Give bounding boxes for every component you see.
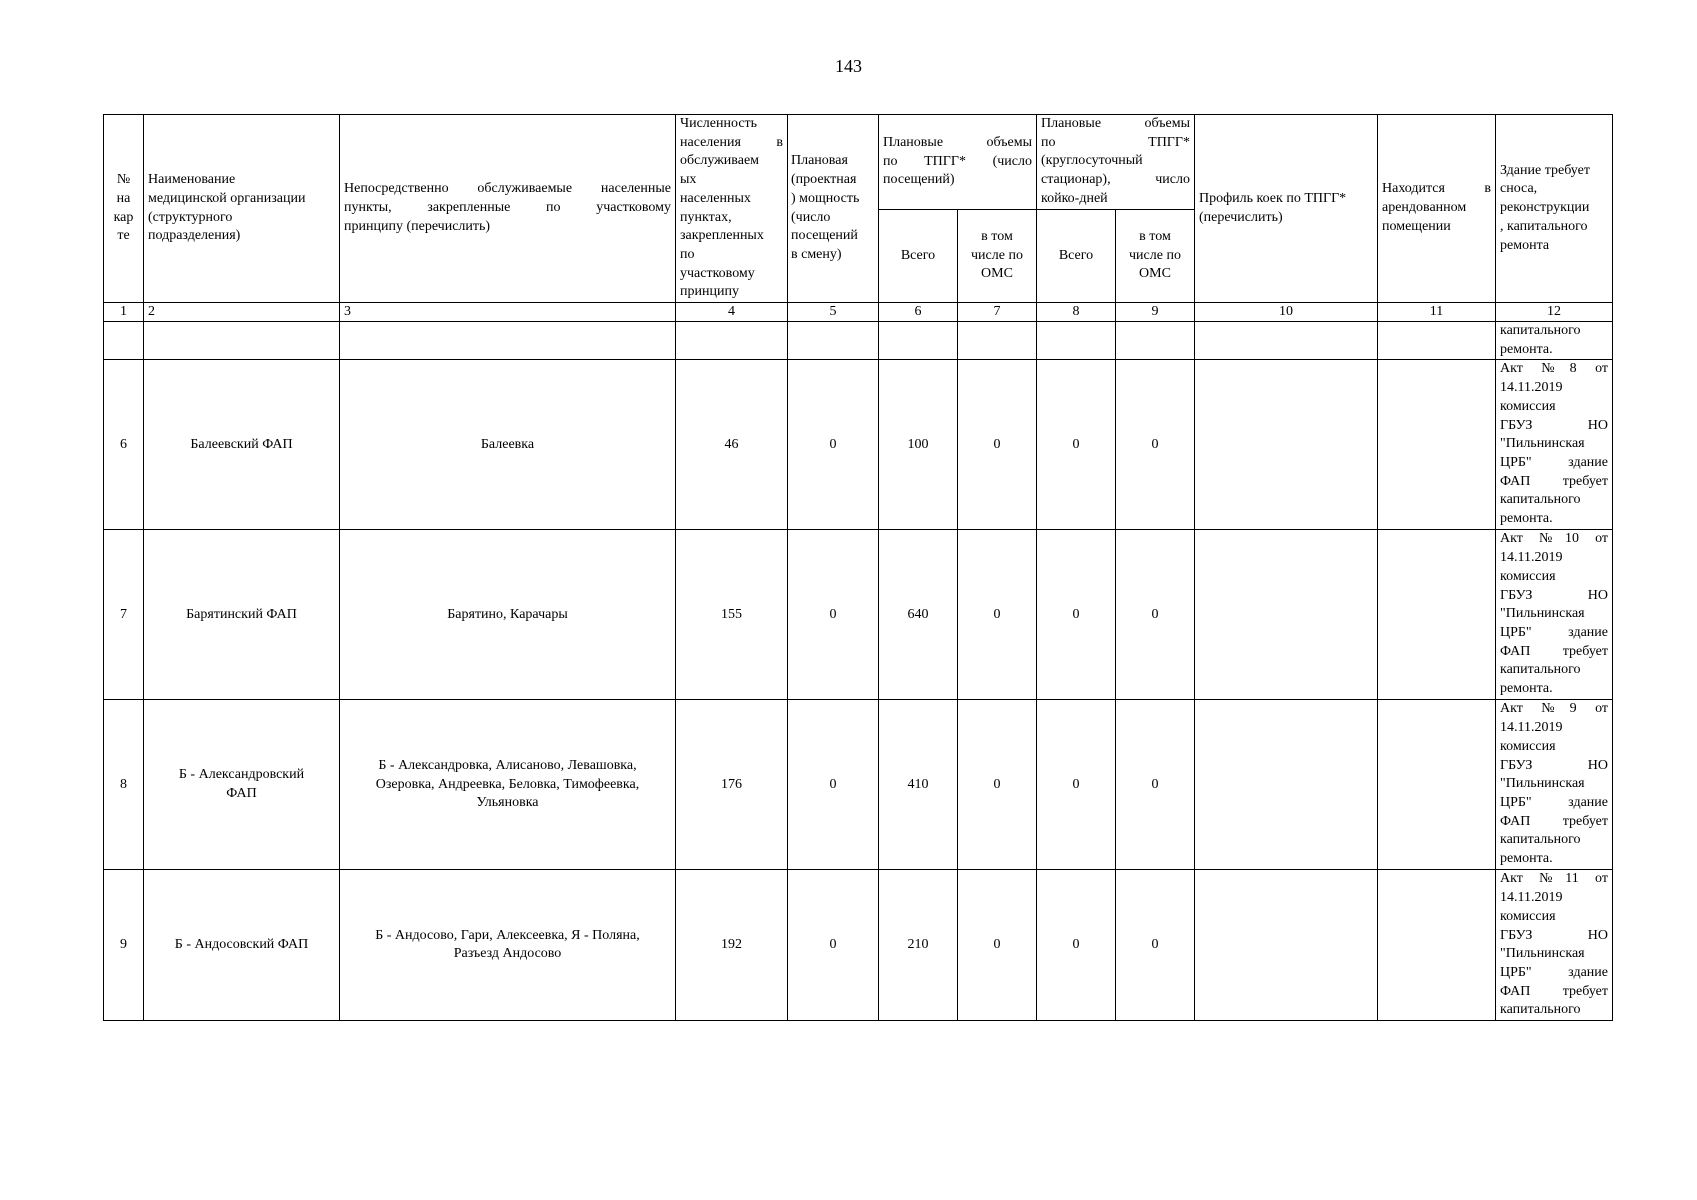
row-number: 7: [104, 530, 144, 700]
text-line: ФАП требует: [1500, 643, 1608, 659]
text-line: по ТПГГ*: [1041, 134, 1190, 150]
bed-profile: [1195, 360, 1378, 530]
header-visits-total: Всего: [879, 210, 958, 303]
act-note: [1496, 530, 1613, 700]
text-line: (число: [791, 209, 831, 225]
visits-oms: 0: [958, 530, 1037, 700]
column-number: 10: [1195, 303, 1378, 322]
text-line: комиссия: [1500, 398, 1556, 414]
rented: [1378, 530, 1496, 700]
beds-total: 0: [1037, 360, 1116, 530]
text-line: Озеровка, Андреевка, Беловка, Тимофеевка,: [375, 776, 640, 792]
text-line: Ульяновка: [476, 795, 539, 811]
act-note: [1496, 700, 1613, 870]
column-number: 11: [1378, 303, 1496, 322]
column-number-row: [104, 303, 1613, 322]
text-line: Б - Андосово, Гари, Алексеевка, Я - Поляна,: [375, 927, 640, 943]
text-line: по ТПГГ* (число: [883, 153, 1032, 169]
table-row: [104, 530, 1613, 700]
row-number: 6: [104, 360, 144, 530]
visits-oms: 0: [958, 360, 1037, 530]
column-number: 9: [1116, 303, 1195, 322]
text-line: , капитального: [1500, 218, 1588, 234]
text-line: Акт №10 от: [1500, 531, 1608, 547]
text-line: Плановые объемы: [883, 134, 1032, 150]
text-line: №: [116, 172, 131, 188]
text-line: в смену): [791, 246, 842, 262]
column-number: 3: [340, 303, 676, 322]
text-line: ГБУЗ НО: [1500, 927, 1608, 943]
beds-oms: 0: [1116, 530, 1195, 700]
text-line: по: [680, 246, 695, 262]
header-visits: [879, 115, 1037, 210]
text-line: ГБУЗ НО: [1500, 587, 1608, 603]
capacity: 0: [788, 700, 879, 870]
population: 155: [676, 530, 788, 700]
header-rented: [1378, 115, 1496, 303]
text-line: пункты, закрепленные по участковому: [344, 200, 671, 216]
continuation-note: [1496, 322, 1613, 360]
table-row: [104, 700, 1613, 870]
settlements: [340, 700, 676, 870]
text-line: (круглосуточный: [1041, 153, 1143, 169]
text-line: Профиль коек по ТПГГ*: [1199, 190, 1347, 206]
text-line: ОМС: [981, 266, 1013, 282]
bed-profile: [1195, 700, 1378, 870]
act-note: [1496, 870, 1613, 1021]
visits-total: 210: [879, 870, 958, 1021]
text-line: на: [116, 190, 131, 206]
text-line: стационар), число: [1041, 172, 1190, 188]
facility-name: [144, 530, 340, 700]
text-line: ЦРБ" здание: [1500, 624, 1608, 640]
text-line: медицинской организации: [148, 190, 306, 206]
text-line: ремонта.: [1500, 681, 1553, 697]
text-line: Разъезд Андосово: [453, 946, 562, 962]
visits-oms: 0: [958, 870, 1037, 1021]
header-beds-total: Всего: [1037, 210, 1116, 303]
text-line: Акт №8 от: [1500, 361, 1608, 377]
header-beds: [1037, 115, 1195, 210]
text-line: 14.11.2019: [1500, 380, 1563, 396]
rented: [1378, 870, 1496, 1021]
text-line: подразделения): [148, 228, 241, 244]
text-line: кар: [113, 209, 134, 225]
text-line: комиссия: [1500, 568, 1556, 584]
visits-total: 640: [879, 530, 958, 700]
text-line: ОМС: [1139, 266, 1171, 282]
bed-profile: [1195, 530, 1378, 700]
text-line: арендованном: [1382, 200, 1467, 216]
facilities-table: [103, 114, 1613, 1021]
text-line: участковому: [680, 265, 755, 281]
column-number: 2: [144, 303, 340, 322]
capacity: 0: [788, 360, 879, 530]
text-line: Барятино, Карачары: [447, 606, 568, 622]
header-demolition: [1496, 115, 1613, 303]
capacity: 0: [788, 870, 879, 1021]
text-line: помещении: [1382, 218, 1451, 234]
act-note: [1496, 360, 1613, 530]
visits-total: 410: [879, 700, 958, 870]
beds-oms: 0: [1116, 870, 1195, 1021]
column-number: 1: [104, 303, 144, 322]
settlements: [340, 530, 676, 700]
text-line: населения в: [680, 134, 783, 150]
text-line: койко-дней: [1041, 190, 1108, 206]
text-line: пунктах,: [680, 209, 732, 225]
text-line: 14.11.2019: [1500, 550, 1563, 566]
text-line: ремонта.: [1500, 341, 1553, 357]
text-line: (перечислить): [1199, 209, 1283, 225]
text-line: ЦРБ" здание: [1500, 964, 1608, 980]
text-line: ых: [680, 172, 697, 188]
header-bed-profile: [1195, 115, 1378, 303]
text-line: Балеевка: [480, 436, 535, 452]
text-line: принципу: [680, 284, 739, 300]
text-line: 14.11.2019: [1500, 720, 1563, 736]
rented: [1378, 360, 1496, 530]
text-line: Б - Александровский: [178, 767, 305, 783]
text-line: Непосредственно обслуживаемые населенные: [344, 181, 671, 197]
rented: [1378, 700, 1496, 870]
text-line: капитального: [1500, 832, 1581, 848]
text-line: Плановая: [791, 153, 848, 169]
text-line: (структурного: [148, 209, 233, 225]
text-line: Акт №9 от: [1500, 701, 1608, 717]
text-line: Б - Александровка, Алисаново, Левашовка,: [378, 757, 637, 773]
text-line: принципу (перечислить): [344, 218, 491, 234]
text-line: ФАП требует: [1500, 473, 1608, 489]
text-line: ) мощность: [791, 190, 860, 206]
facility-name: [144, 700, 340, 870]
visits-total: 100: [879, 360, 958, 530]
header-population: [676, 115, 788, 303]
text-line: Плановые объемы: [1041, 116, 1190, 131]
continuation-row: [104, 322, 1613, 360]
table-row: [104, 870, 1613, 1021]
text-line: ФАП требует: [1500, 813, 1608, 829]
text-line: ремонта.: [1500, 851, 1553, 867]
text-line: (проектная: [791, 172, 857, 188]
header-beds-oms: [1116, 210, 1195, 303]
text-line: ФАП: [226, 785, 257, 801]
beds-total: 0: [1037, 870, 1116, 1021]
beds-oms: 0: [1116, 700, 1195, 870]
column-number: 12: [1496, 303, 1613, 322]
header-map-number: [104, 115, 144, 303]
text-line: комиссия: [1500, 908, 1556, 924]
text-line: в том: [981, 228, 1013, 244]
text-line: Балеевский ФАП: [190, 436, 293, 452]
text-line: посещений): [883, 172, 955, 188]
bed-profile: [1195, 870, 1378, 1021]
visits-oms: 0: [958, 700, 1037, 870]
text-line: 14.11.2019: [1500, 890, 1563, 906]
settlements: [340, 870, 676, 1021]
text-line: капитального: [1500, 1002, 1581, 1018]
text-line: Численность: [680, 116, 758, 131]
text-line: ремонта.: [1500, 511, 1553, 527]
header-row: [104, 115, 1613, 210]
text-line: комиссия: [1500, 738, 1556, 754]
text-line: обслуживаем: [680, 153, 760, 169]
text-line: капитального: [1500, 662, 1581, 678]
text-line: те: [117, 228, 130, 244]
text-line: капитального: [1500, 492, 1581, 508]
beds-oms: 0: [1116, 360, 1195, 530]
row-number: 9: [104, 870, 144, 1021]
facility-name: [144, 360, 340, 530]
text-line: населенных: [680, 190, 751, 206]
text-line: ЦРБ" здание: [1500, 794, 1608, 810]
text-line: Находится в: [1382, 181, 1491, 197]
text-line: "Пильнинская: [1500, 776, 1585, 792]
column-number: 4: [676, 303, 788, 322]
text-line: ГБУЗ НО: [1500, 757, 1608, 773]
beds-total: 0: [1037, 530, 1116, 700]
beds-total: 0: [1037, 700, 1116, 870]
settlements: [340, 360, 676, 530]
header-organization: [144, 115, 340, 303]
column-number: 5: [788, 303, 879, 322]
text-line: в том: [1139, 228, 1171, 244]
text-line: капитального: [1500, 323, 1581, 339]
row-number: 8: [104, 700, 144, 870]
text-line: Акт №11 от: [1500, 871, 1608, 887]
column-number: 7: [958, 303, 1037, 322]
text-line: Здание требует: [1500, 162, 1590, 178]
text-line: Наименование: [148, 172, 236, 188]
table-row: [104, 360, 1613, 530]
header-capacity: [788, 115, 879, 303]
text-line: ремонта: [1500, 237, 1550, 253]
column-number: 6: [879, 303, 958, 322]
population: 46: [676, 360, 788, 530]
capacity: 0: [788, 530, 879, 700]
text-line: числе по: [971, 247, 1023, 263]
text-line: Барятинский ФАП: [186, 606, 297, 622]
header-visits-oms: [958, 210, 1037, 303]
text-line: посещений: [791, 228, 858, 244]
header-settlements: [340, 115, 676, 303]
text-line: реконструкции: [1500, 200, 1590, 216]
population: 176: [676, 700, 788, 870]
text-line: сноса,: [1500, 181, 1538, 197]
text-line: ФАП требует: [1500, 983, 1608, 999]
text-line: ГБУЗ НО: [1500, 417, 1608, 433]
column-number: 8: [1037, 303, 1116, 322]
text-line: Б - Андосовский ФАП: [174, 936, 309, 952]
text-line: "Пильнинская: [1500, 606, 1585, 622]
text-line: "Пильнинская: [1500, 436, 1585, 452]
facility-name: [144, 870, 340, 1021]
text-line: числе по: [1129, 247, 1181, 263]
text-line: ЦРБ" здание: [1500, 454, 1608, 470]
text-line: "Пильнинская: [1500, 946, 1585, 962]
page-number: 143: [835, 56, 862, 76]
text-line: закрепленных: [680, 228, 764, 244]
population: 192: [676, 870, 788, 1021]
